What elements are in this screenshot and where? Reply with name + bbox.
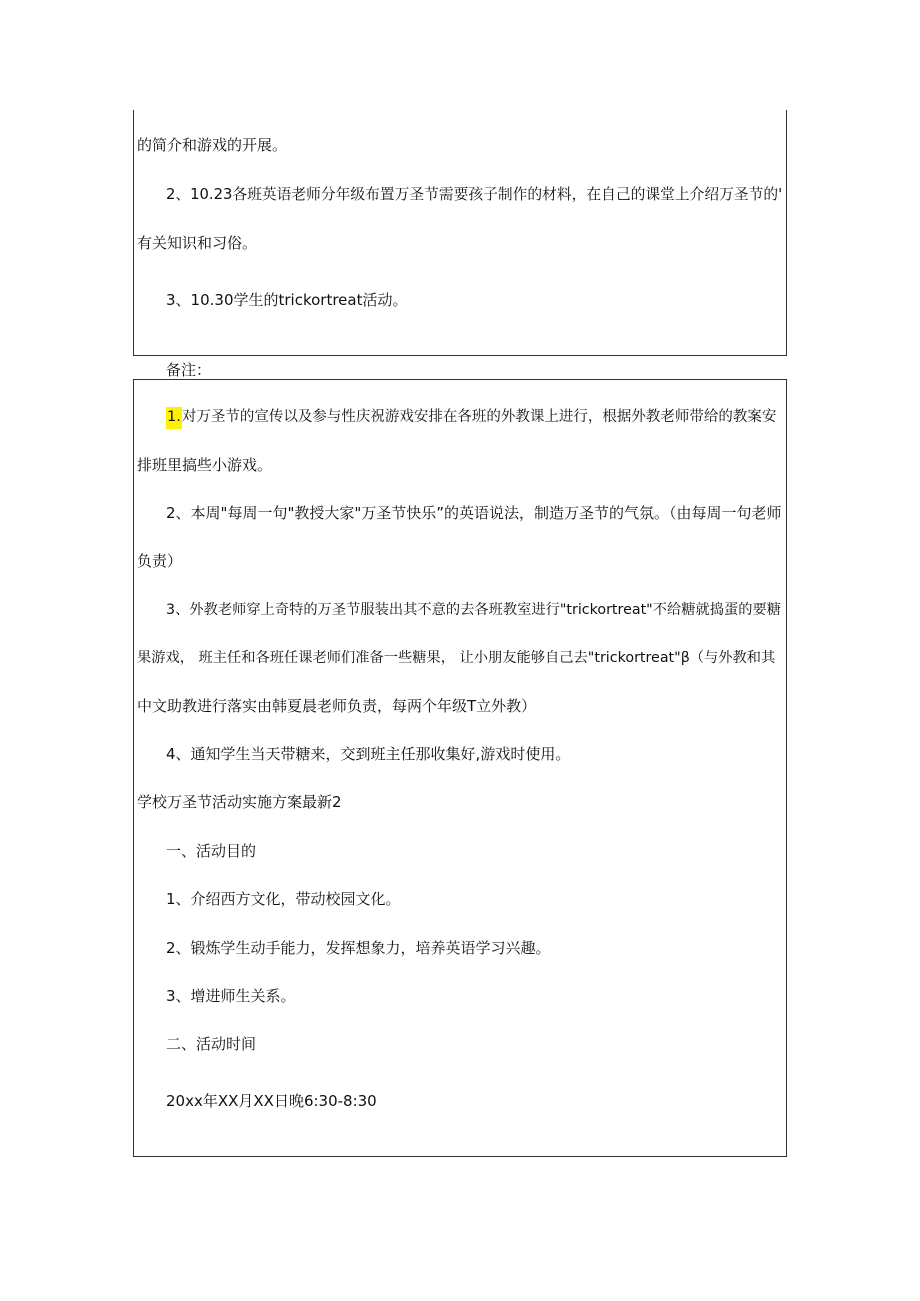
note-2-line-2: 负责） (137, 552, 183, 570)
note-2-line-1: 2、本周"每周一句"教授大家"万圣节快乐”的英语说法，制造万圣节的气氛。（由每周一句老师 (166, 504, 782, 522)
purpose-item-2: 2、锻炼学生动手能力，发挥想象力，培养英语学习兴趣。 (166, 939, 551, 957)
activity-time: 20xx年XX月XX日晚6:30-8:30 (166, 1092, 377, 1110)
note-3-line-3: 中文助教进行落实由韩夏晨老师负责，每两个年级T立外教） (137, 697, 537, 715)
highlighted-number: 1. (166, 407, 182, 429)
heading-purpose: 一、活动目的 (166, 842, 257, 860)
note-label: 备注： (166, 361, 212, 379)
note-1-line-1 (166, 407, 776, 427)
purpose-item-3: 3、增进师生关系。 (166, 987, 296, 1005)
heading-time: 二、活动时间 (166, 1035, 257, 1053)
text-line-intro: 的简介和游戏的开展。 (137, 136, 288, 154)
text-line-item2-2: 有关知识和习俗。 (137, 234, 258, 252)
note-1-text: 对万圣节的宣传以及参与性庆祝游戏安排在各班的外教课上进行，根据外教老师带给的教案安 (181, 409, 777, 425)
note-3-line-2: 果游戏， 班主任和各班任课老师们准备一些糖果， 让小朋友能够自己去"trickortreat"β（与外教和其 (137, 650, 776, 666)
note-1-line-2: 排班里搞些小游戏。 (137, 456, 273, 474)
note-4: 4、通知学生当天带糖来，交到班主任那收集好,游戏时使用。 (166, 745, 571, 763)
note-3-line-1: 3、外教老师穿上奇特的万圣节服装出其不意的去各班教室进行"trickortreat"不给糖就捣蛋的要糖 (166, 602, 781, 618)
purpose-item-1: 1、介绍西方文化，带动校园文化。 (166, 890, 401, 908)
text-line-item3: 3、10.30学生的trickortreat活动。 (166, 291, 408, 309)
section-title: 学校万圣节活动实施方案最新2 (137, 793, 342, 811)
text-line-item2-1: 2、10.23各班英语老师分年级布置万圣节需要孩子制作的材料，在自己的课堂上介绍万圣节的' (166, 186, 783, 203)
